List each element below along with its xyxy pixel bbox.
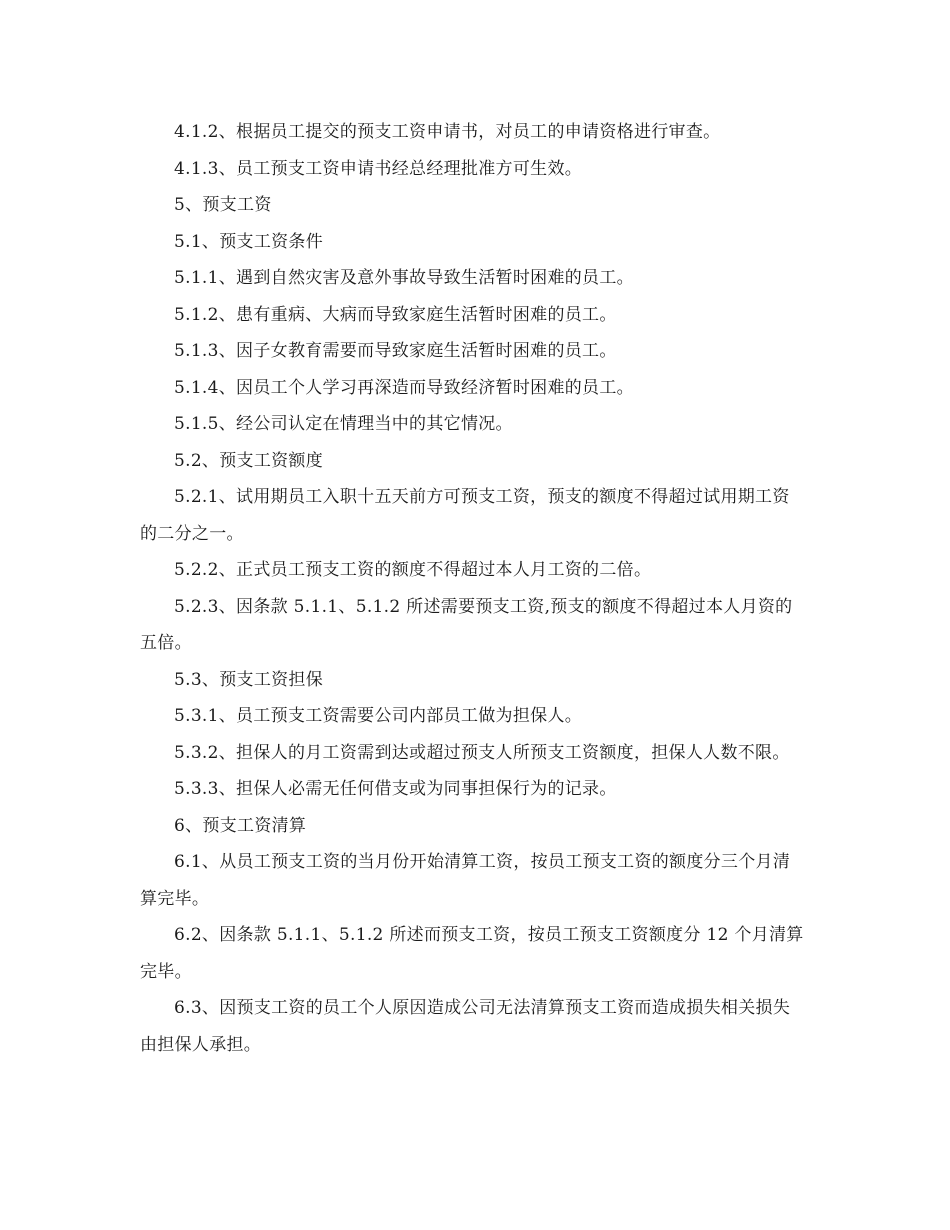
paragraph-5-3-2: 5.3.2、担保人的月工资需到达或超过预支人所预支工资额度，担保人人数不限。 (174, 742, 790, 763)
subsection-heading-5-2: 5.2、预支工资额度 (174, 450, 324, 471)
paragraph-5-3-3: 5.3.3、担保人必需无任何借支或为同事担保行为的记录。 (174, 779, 617, 799)
paragraph-5-2-2: 5.2.2、正式员工预支工资的额度不得超过本人月工资的二倍。 (174, 560, 652, 580)
paragraph-5-1-2: 5.1.2、患有重病、大病而导致家庭生活暂时困难的员工。 (174, 304, 617, 325)
paragraph-5-3-1: 5.3.1、员工预支工资需要公司内部员工做为担保人。 (174, 706, 583, 726)
paragraph-5-1-1: 5.1.1、遇到自然灾害及意外事故导致生活暂时困难的员工。 (174, 268, 634, 288)
paragraph-6-2: 6.2、因条款 5.1.1、5.1.2 所述而预支工资，按员工预支工资额度分 12 个月清算完毕。 (140, 925, 804, 982)
section-heading-5: 5、预支工资 (174, 195, 272, 215)
paragraph-4-1-2: 4.1.2、根据员工提交的预支工资申请书，对员工的申请资格进行审查。 (174, 122, 721, 142)
subsection-heading-5-1: 5.1、预支工资条件 (174, 231, 324, 252)
subsection-heading-5-3: 5.3、预支工资担保 (174, 669, 324, 690)
paragraph-6-1: 6.1、从员工预支工资的当月份开始清算工资，按员工预支工资的额度分三个月清算完毕。 (140, 852, 791, 909)
paragraph-5-2-3: 5.2.3、因条款 5.1.1、5.1.2 所述需要预支工资,预支的额度不得超过本人月资的五倍。 (140, 596, 793, 653)
paragraph-5-1-4: 5.1.4、因员工个人学习再深造而导致经济暂时困难的员工。 (174, 377, 634, 398)
paragraph-6-3: 6.3、因预支工资的员工个人原因造成公司无法清算预支工资而造成损失相关损失由担保人承担。 (140, 998, 791, 1055)
paragraph-5-2-1: 5.2.1、试用期员工入职十五天前方可预支工资，预支的额度不得超过试用期工资的二分之一。 (140, 487, 790, 544)
document-body (140, 114, 805, 1063)
paragraph-5-1-5: 5.1.5、经公司认定在情理当中的其它情况。 (174, 414, 513, 434)
paragraph-4-1-3: 4.1.3、员工预支工资申请书经总经理批准方可生效。 (174, 158, 583, 179)
section-heading-6: 6、预支工资清算 (174, 815, 307, 836)
paragraph-5-1-3: 5.1.3、因子女教育需要而导致家庭生活暂时困难的员工。 (174, 341, 617, 361)
